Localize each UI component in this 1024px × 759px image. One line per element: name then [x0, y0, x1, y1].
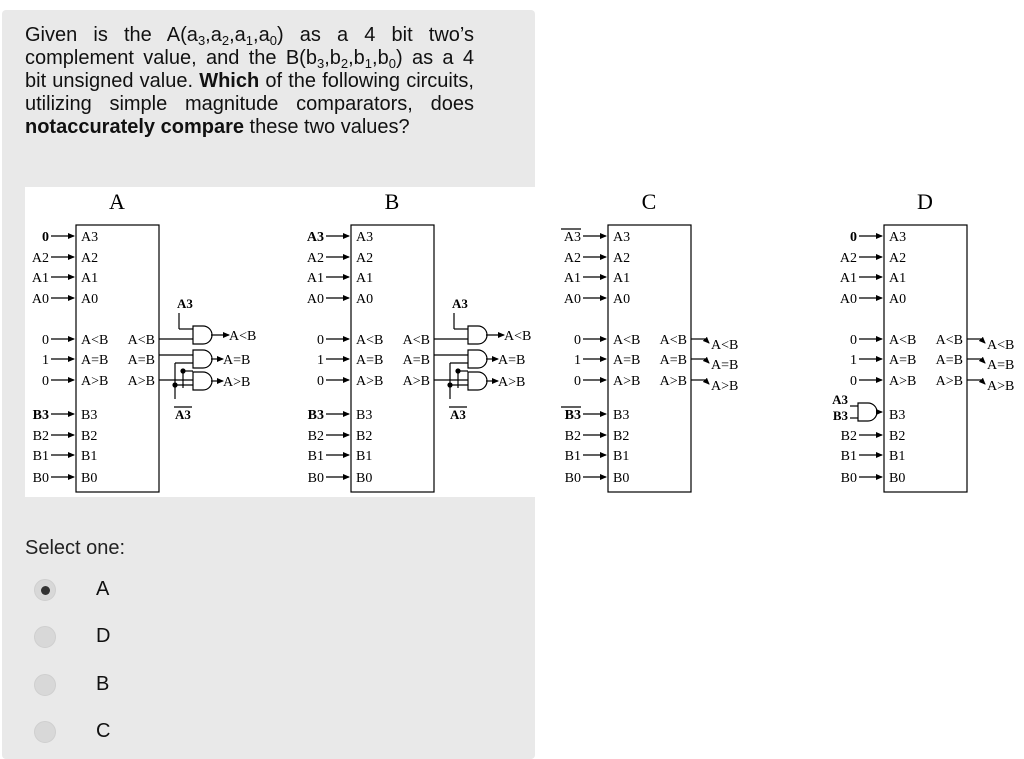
cmp-input-label: 1: [574, 353, 581, 368]
circuit-title: B: [384, 189, 400, 214]
a-pin-label: A3: [81, 230, 99, 245]
cmp-in-pin-label: A<B: [889, 333, 917, 348]
a-input-label: A0: [839, 292, 857, 307]
a-pin-label: A3: [889, 230, 907, 245]
cmp-input-label: 0: [574, 374, 581, 389]
gate-input-label: A3: [832, 392, 848, 407]
cmp-in-pin-label: A=B: [356, 353, 384, 368]
a-pin-label: A0: [356, 292, 374, 307]
a-input-label: 0: [850, 230, 857, 245]
a-pin-label: A2: [356, 251, 374, 266]
cmp-out-pin-label: A<B: [659, 333, 687, 348]
a-pin-label: A3: [613, 230, 631, 245]
signal-arrow: [705, 359, 709, 363]
b-input-label: B1: [307, 449, 324, 464]
a-input-label: A1: [563, 271, 581, 286]
option-c-label: C: [96, 720, 111, 742]
output-label: A<B: [711, 338, 739, 353]
a-input-label: A3: [563, 230, 581, 245]
a-input-label: A2: [563, 251, 581, 266]
b-pin-label: B3: [81, 408, 98, 423]
a-pin-label: A0: [613, 292, 631, 307]
option-c-radio[interactable]: [34, 721, 56, 743]
cmp-input-label: 1: [850, 353, 857, 368]
gate-input-label: B3: [832, 408, 848, 423]
a-input-label: A1: [31, 271, 49, 286]
b-input-label: B1: [32, 449, 49, 464]
cmp-in-pin-label: A=B: [81, 353, 109, 368]
and-gate: [468, 350, 487, 368]
gated-output-label: A=B: [498, 353, 526, 368]
gate-control-label: A3: [452, 296, 468, 311]
b-input-label: B2: [32, 429, 49, 444]
cmp-out-pin-label: A>B: [402, 374, 430, 389]
b-pin-label: B3: [356, 408, 373, 423]
cmp-in-pin-label: A<B: [613, 333, 641, 348]
b-pin-label: B0: [81, 471, 98, 486]
question-text: Given is the $A(a_3,a_2,a_1,a_0)$ as a 4 bit two’s complement value, and the $B(b_3,b_2,b_1,b_0)$ as a 4 bit unsigned value. Which of the following circuits, utilizing simple magnitude comparators, does notaccurately compare these two values?: [25, 24, 474, 138]
cmp-in-pin-label: A<B: [81, 333, 109, 348]
cmp-input-label: 0: [42, 333, 49, 348]
option-d[interactable]: [34, 621, 274, 657]
option-a[interactable]: [34, 574, 274, 610]
cmp-in-pin-label: A>B: [356, 374, 384, 389]
b-pin-label: B0: [889, 471, 906, 486]
b-pin-label: B3: [613, 408, 630, 423]
cmp-out-pin-label: A=B: [659, 353, 687, 368]
b-input-label: B0: [32, 471, 49, 486]
gated-output-label: A<B: [504, 329, 532, 344]
junction-dot: [455, 368, 460, 373]
option-d-radio[interactable]: [34, 626, 56, 648]
cmp-input-label: 0: [574, 333, 581, 348]
circuit-title: A: [109, 189, 125, 214]
cmp-out-pin-label: A>B: [659, 374, 687, 389]
cmp-out-pin-label: A<B: [935, 333, 963, 348]
b-input-label: B2: [307, 429, 324, 444]
b-input-label: B0: [564, 471, 581, 486]
cmp-input-label: 1: [42, 353, 49, 368]
signal-arrow: [981, 339, 985, 343]
cmp-in-pin-label: A>B: [613, 374, 641, 389]
output-label: A>B: [987, 379, 1015, 394]
gated-output-label: A=B: [223, 353, 251, 368]
a-input-label: A1: [839, 271, 857, 286]
b-input-label: B3: [32, 408, 49, 423]
option-c[interactable]: [34, 716, 274, 752]
option-b-radio[interactable]: [34, 674, 56, 696]
a-pin-label: A3: [356, 230, 374, 245]
b-input-label: B2: [840, 429, 857, 444]
b-input-label: B3: [307, 408, 324, 423]
gated-output-label: A>B: [498, 375, 526, 390]
a-pin-label: A0: [889, 292, 907, 307]
b-input-label: B1: [840, 449, 857, 464]
option-d-label: D: [96, 625, 111, 647]
circuit-d: [832, 189, 1014, 492]
output-label: A=B: [987, 358, 1015, 373]
a-input-label: A1: [306, 271, 324, 286]
signal-arrow: [705, 380, 709, 384]
cmp-out-pin-label: A<B: [402, 333, 430, 348]
b-input-label: B0: [840, 471, 857, 486]
a-input-label: A2: [839, 251, 857, 266]
signal-arrow: [705, 339, 709, 343]
a-input-label: A0: [31, 292, 49, 307]
junction-dot: [447, 382, 452, 387]
b-pin-label: B1: [613, 449, 630, 464]
and-gate: [468, 372, 487, 390]
cmp-out-pin-label: A=B: [127, 353, 155, 368]
a-input-label: A3: [306, 230, 324, 245]
cmp-input-label: 0: [317, 374, 324, 389]
b-input-label: B1: [564, 449, 581, 464]
a-pin-label: A1: [889, 271, 907, 286]
b-input-label: B2: [564, 429, 581, 444]
and-gate: [858, 403, 877, 421]
b-pin-label: B0: [613, 471, 630, 486]
a-pin-label: A1: [81, 271, 99, 286]
cmp-in-pin-label: A<B: [356, 333, 384, 348]
cmp-input-label: 1: [317, 353, 324, 368]
a-pin-label: A1: [356, 271, 374, 286]
circuit-diagrams-figure: [25, 187, 1024, 497]
select-one-label: Select one:: [25, 537, 126, 559]
option-a-radio[interactable]: [34, 579, 56, 601]
cmp-out-pin-label: A>B: [935, 374, 963, 389]
b-pin-label: B1: [81, 449, 98, 464]
cmp-input-label: 0: [42, 374, 49, 389]
a-pin-label: A1: [613, 271, 631, 286]
signal-arrow: [981, 380, 985, 384]
and-gate: [193, 350, 212, 368]
a-pin-label: A0: [81, 292, 99, 307]
and-gate: [193, 326, 212, 344]
a-input-label: 0: [42, 230, 49, 245]
cmp-out-pin-label: A=B: [402, 353, 430, 368]
gated-output-label: A<B: [229, 329, 257, 344]
b-input-label: B0: [307, 471, 324, 486]
cmp-input-label: 0: [850, 374, 857, 389]
gated-output-label: A>B: [223, 375, 251, 390]
and-gate: [193, 372, 212, 390]
b-pin-label: B2: [889, 429, 906, 444]
circuit-b: [307, 189, 531, 492]
circuit-title: D: [917, 189, 933, 214]
option-b[interactable]: [34, 669, 274, 705]
signal-arrow: [981, 359, 985, 363]
output-label: A=B: [711, 358, 739, 373]
option-b-label: B: [96, 673, 110, 695]
cmp-in-pin-label: A>B: [889, 374, 917, 389]
b-pin-label: B2: [613, 429, 630, 444]
and-gate: [468, 326, 487, 344]
option-a-label: A: [96, 578, 110, 600]
output-label: A>B: [711, 379, 739, 394]
cmp-input-label: 0: [317, 333, 324, 348]
b-pin-label: B1: [889, 449, 906, 464]
b-pin-label: B2: [356, 429, 373, 444]
gate-control-label: A3: [175, 407, 191, 422]
a-pin-label: A2: [889, 251, 907, 266]
output-label: A<B: [987, 338, 1015, 353]
b-pin-label: B1: [356, 449, 373, 464]
a-input-label: A2: [31, 251, 49, 266]
circuit-title: C: [641, 189, 657, 214]
cmp-out-pin-label: A<B: [127, 333, 155, 348]
circuit-a: [32, 189, 256, 492]
cmp-input-label: 0: [850, 333, 857, 348]
a-input-label: A0: [306, 292, 324, 307]
cmp-in-pin-label: A=B: [889, 353, 917, 368]
a-pin-label: A2: [613, 251, 631, 266]
a-pin-label: A2: [81, 251, 99, 266]
cmp-out-pin-label: A>B: [127, 374, 155, 389]
junction-dot: [172, 382, 177, 387]
a-input-label: A2: [306, 251, 324, 266]
gate-control-label: A3: [450, 407, 466, 422]
b-pin-label: B3: [889, 408, 906, 423]
b-pin-label: B0: [356, 471, 373, 486]
junction-dot: [180, 368, 185, 373]
cmp-in-pin-label: A>B: [81, 374, 109, 389]
b-pin-label: B2: [81, 429, 98, 444]
circuit-c: [561, 189, 738, 492]
cmp-out-pin-label: A=B: [935, 353, 963, 368]
a-input-label: A0: [563, 292, 581, 307]
gate-control-label: A3: [177, 296, 193, 311]
b-input-label: B3: [564, 408, 581, 423]
cmp-in-pin-label: A=B: [613, 353, 641, 368]
